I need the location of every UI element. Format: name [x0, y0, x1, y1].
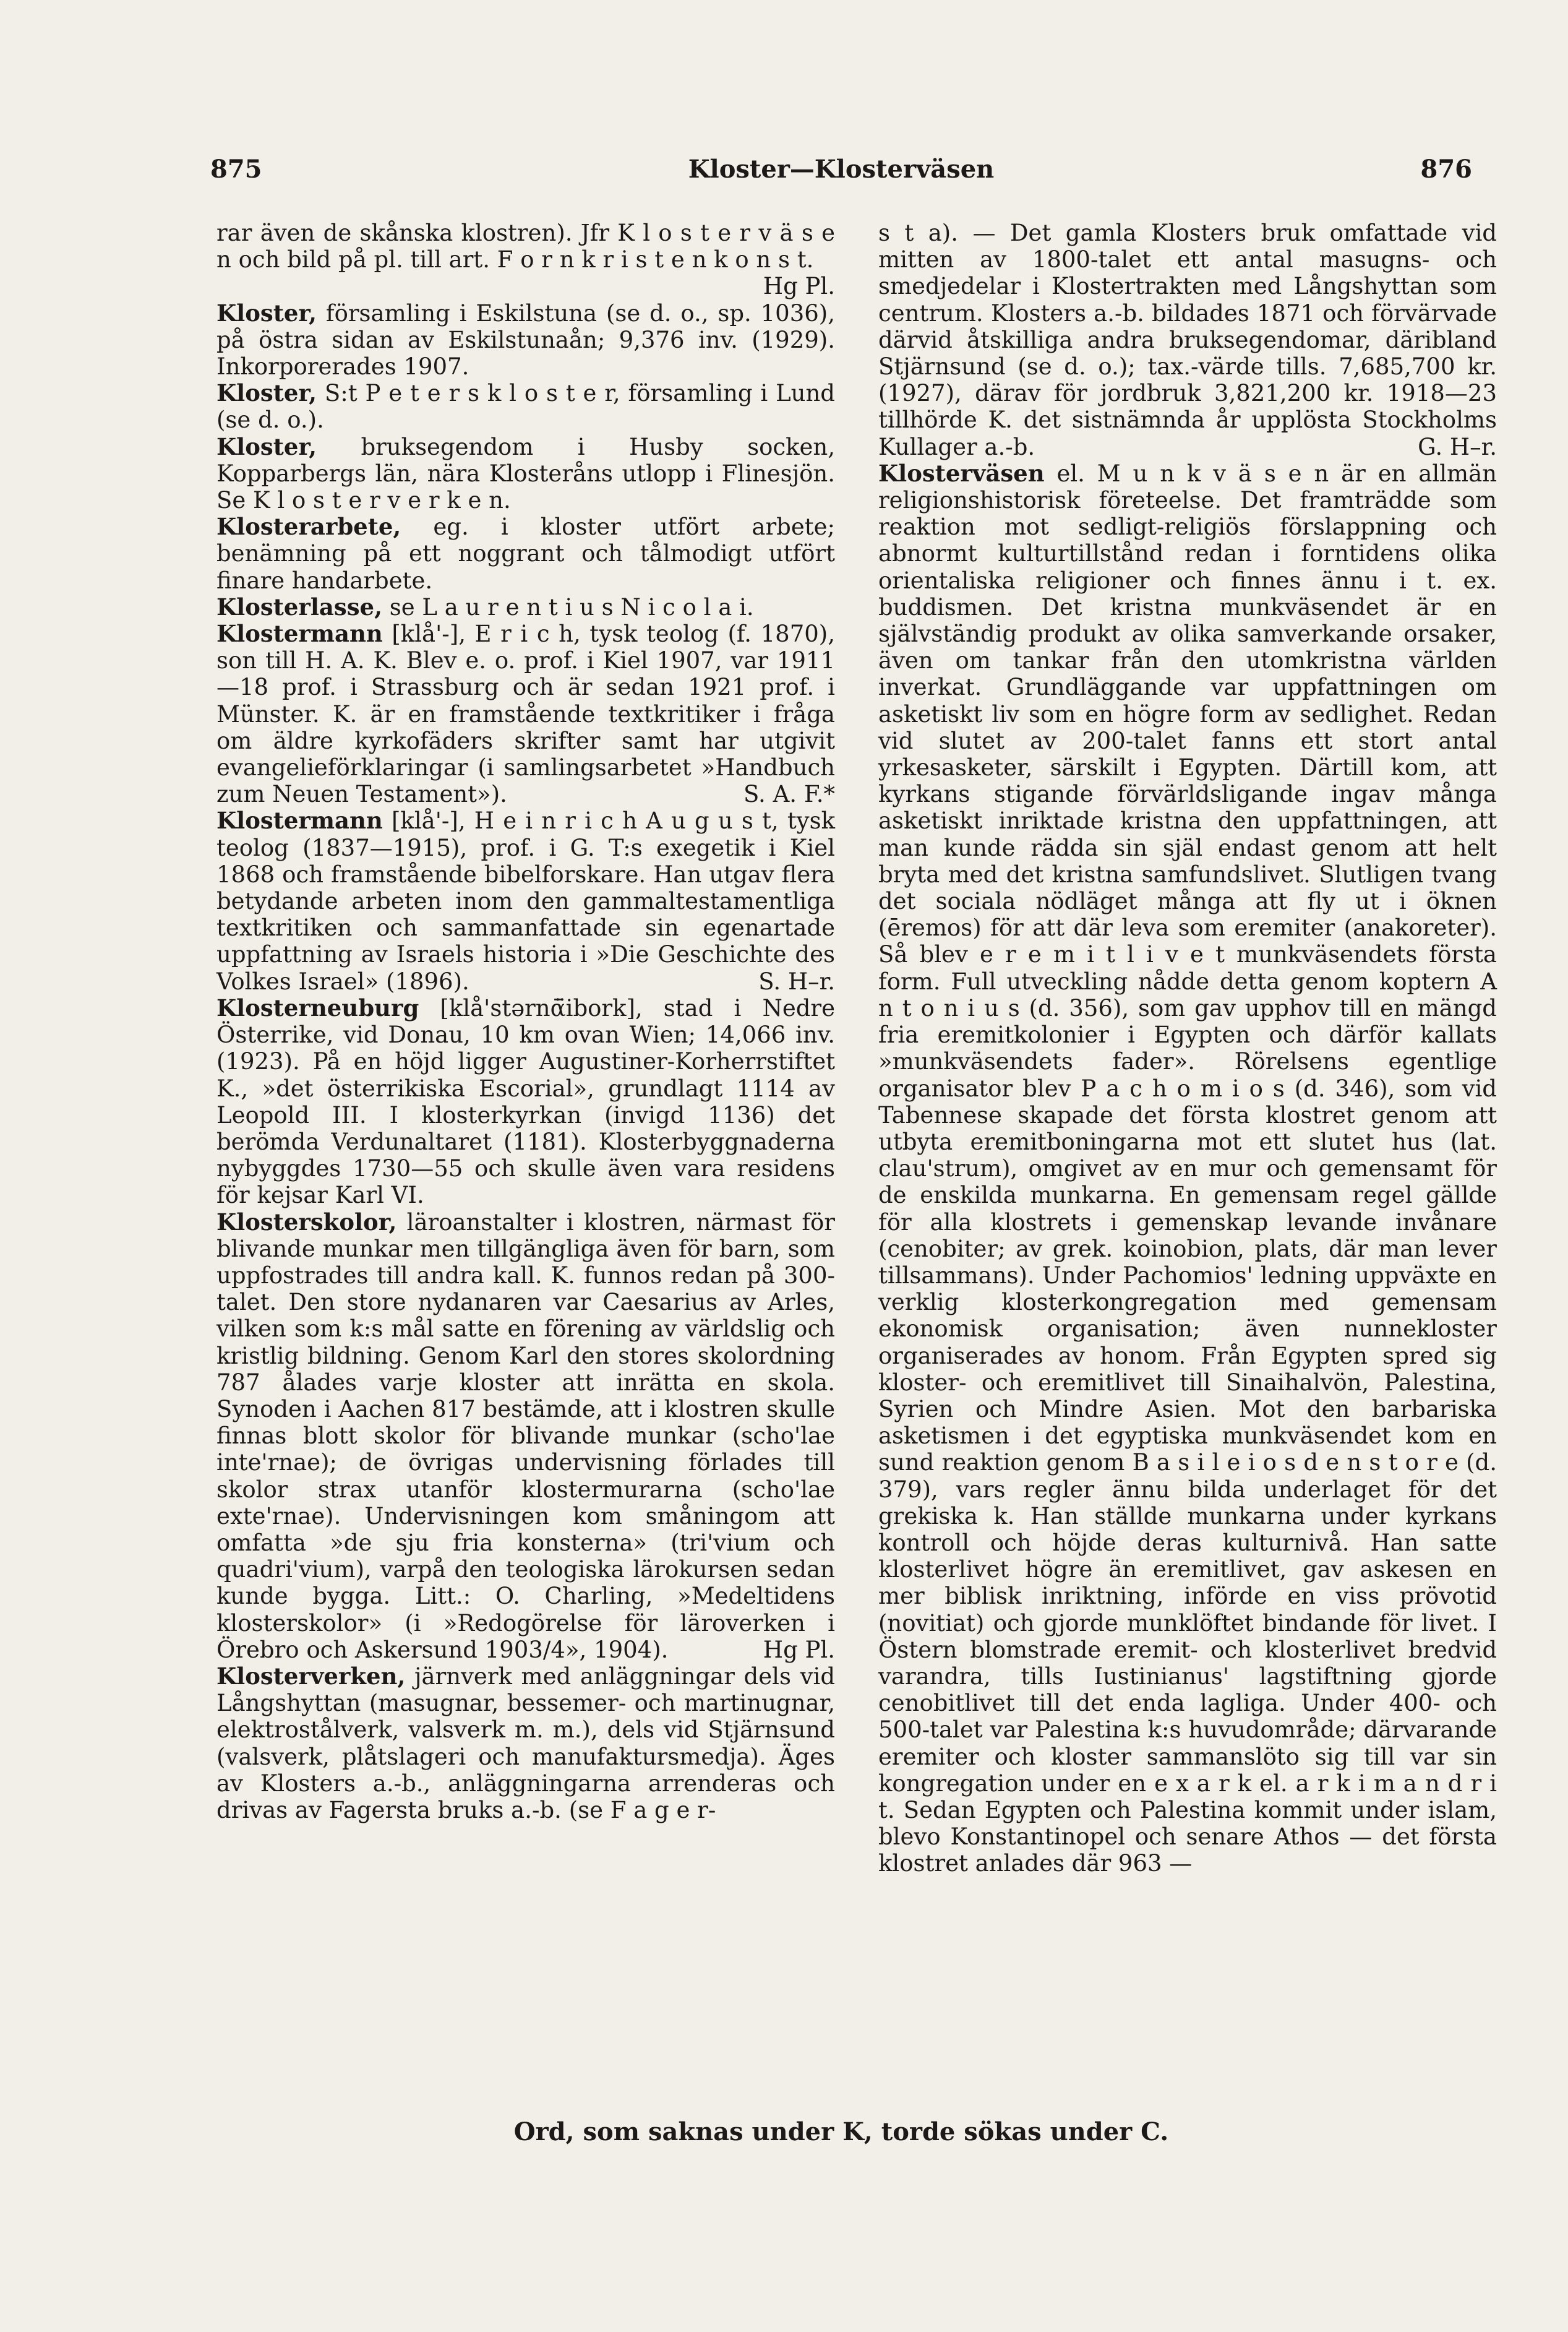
page-number-left: 875 — [210, 155, 262, 184]
page-number-right: 876 — [1420, 155, 1472, 184]
entry-headword: Kloster, — [216, 299, 317, 327]
entry-headword: Kloster, — [216, 432, 317, 460]
entry-headword: Klostermann — [216, 620, 383, 648]
article-entry — [216, 220, 835, 300]
entry-text: bruksegendom i Husby socken, Kopparbergs län, nära Klosteråns utlopp i Flinesjön. Se K l o s t e r v e r k e n. — [216, 433, 835, 514]
left-column — [216, 220, 835, 1823]
article-entry — [216, 621, 835, 807]
entry-text: [klå'-], E r i c h, tysk teolog (f. 1870), son till H. A. K. Blev e. o. prof. i Kiel 1907, var 1911—18 prof. i Strassburg och är sedan 1921 prof. i Münster. K. är en framstående textkritiker i fråga om äldre kyrkofäders skrifter samt har utgivit evangelieförklaringar (i samlingsarbetet »Handbuch zum Neuen Testament»). — [216, 621, 835, 808]
entry-text: s t a). — Det gamla Klosters bruk omfattade vid mitten av 1800-talet ett antal masugns- och smedjedelar i Klostertrakten med Långshyttan som centrum. Klosters a.-b. bildades 1871 och förvärvade därvid åtskilliga andra bruksegendomar, däribland Stjärnsund (se d. o.); tax.-värde tills. 7,685,700 kr. (1927), därav för jordbruk 3,821,200 kr. 1918—23 tillhörde K. det sistnämnda år upplösta Stockholms Kullager a.-b. — [878, 220, 1497, 460]
author-signature: G. H–r. — [1418, 433, 1497, 460]
entry-headword: Klosterverken, — [216, 1662, 406, 1690]
author-signature: S. H–r. — [758, 968, 835, 995]
article-entry — [878, 220, 1497, 460]
article-entry — [216, 300, 835, 381]
entry-text: järnverk med anläggningar dels vid Långshyttan (masugnar, bessemer- och martinugnar, elektrostålverk, valsverk m. m.), dels vid Stjärnsund (valsverk, plåtslageri och manufaktursmedja). Äges av Klosters a.-b., anläggningarna arrenderas och drivas av Fagersta bruks a.-b. (se F a g e r- — [216, 1663, 835, 1823]
entry-text: församling i Eskilstuna (se d. o., sp. 1036), på östra sidan av Eskilstunaån; 9,376 inv. (1929). Inkorporerades 1907. — [216, 299, 835, 381]
article-entry — [216, 807, 835, 994]
entry-text: [klå'-], H e i n r i c h A u g u s t, tysk teolog (1837—1915), prof. i G. T:s exegetik i Kiel 1868 och framstående bibelforskare. Han utgav flera betydande arbeten inom den gammaltestamentliga textkritiken och sammanfattade sin egenartade uppfattning av Israels historia i »Die Geschichte des Volkes Israel» (1896). — [216, 807, 835, 995]
article-entry — [216, 1209, 835, 1663]
running-header — [210, 155, 1472, 204]
article-entry — [216, 594, 835, 621]
header-title: Kloster—Klosterväsen — [688, 155, 995, 184]
entry-text: rar även de skånska klostren). Jfr K l o s t e r v ä s e n och bild på pl. till art. F o r n k r i s t e n k o n s t. — [216, 220, 835, 273]
article-entry — [216, 380, 835, 433]
entry-headword: Klosterneuburg — [216, 994, 419, 1022]
article-entry — [878, 460, 1497, 1877]
entry-text: se L a u r e n t i u s N i c o l a i. — [382, 593, 754, 621]
author-signature: Hg Pl. — [763, 273, 835, 300]
right-column — [878, 220, 1497, 1877]
entry-text: [klå'stərnᾱ̈ibork], stad i Nedre Österrike, vid Donau, 10 km ovan Wien; 14,066 inv. (1923). På en höjd ligger Augustiner-Korherrstiftet K., »det österrikiska Escorial», grundlagt 1114 av Leopold III. I klosterkyrkan (invigd 1136) det berömda Verdunaltaret (1181). Klosterbyggnaderna nybyggdes 1730—55 och skulle även vara residens för kejsar Karl VI. — [216, 994, 835, 1209]
entry-text: läroanstalter i klostren, närmast för blivande munkar men tillgängliga även för barn, som uppfostrades till andra kall. K. funnos redan på 300-talet. Den store nydanaren var Caesarius av Arles, vilken som k:s mål satte en förening av världslig och kristlig bildning. Genom Karl den stores skolordning 787 ålades varje kloster att inrätta en skola. Synoden i Aachen 817 bestämde, att i klostren skulle finnas blott skolor för blivande munkar (scho'lae inte'rnae); de övrigas undervisning förlades till skolor strax utanför klostermurarna (scho'lae exte'rnae). Undervisningen kom småningom att omfatta »de sju fria konsterna» (tri'vium och quadri'vium), varpå den teologiska lärokursen sedan kunde bygga. Litt.: O. Charling, »Medeltidens klosterskolor» (i »Redogörelse för läroverken i Örebro och Askersund 1903/4», 1904). — [216, 1208, 835, 1663]
article-entry — [216, 1663, 835, 1823]
footer-note: Ord, som saknas under K, torde sökas under C. — [513, 2117, 1169, 2146]
entry-text: el. M u n k v ä s e n är en allmän religionshistorisk företeelse. Det framträdde som reaktion mot sedligt-religiös förslappning och abnormt kulturtillstånd redan i forntidens olika orientaliska religioner och finnes ännu i t. ex. buddismen. Det kristna munkväsendet är en självständig produkt av olika samverkande orsaker, även om tankar från den utomkristna världen inverkat. Grundläggande var uppfattningen om asketiskt liv som en högre form av sedlighet. Redan vid slutet av 200-talet fanns ett stort antal yrkesasketer, särskilt i Egypten. Därtill kom, att kyrkans stigande förvärldsligande ingav många asketiskt inriktade kristna den uppfattningen, att man kunde rädda sin själ endast genom att helt bryta med det kristna samfundslivet. Slutligen tvang det sociala nödläget många att fly ut i öknen (ēremos) för att där leva som eremiter (anakoreter). Så blev e r e m i t l i v e t munkväsendets första form. Full utveckling nådde detta genom koptern A n t o n i u s (d. 356), som gav upphov till en mängd fria eremitkolonier i Egypten och därför kallats »munkväsendets fader». Rörelsens egentlige organisator blev P a c h o m i o s (d. 346), som vid Tabennese skapade det första klostret genom att utbyta eremitboningarna mot ett slutet hus (lat. clau'strum), omgivet av en mur och gemensamt för de enskilda munkarna. En gemensam regel gällde för alla klostrets i gemenskap levande invånare (cenobiter; av grek. koinobion, plats, där man lever tillsammans). Under Pachomios' ledning uppväxte en verklig klosterkongregation med gemensam ekonomisk organisation; även nunnekloster organiserades av honom. Från Egypten spred sig kloster- och eremitlivet till Sinaihalvön, Palestina, Syrien och Mindre Asien. Mot den barbariska asketismen i det egyptiska munkväsendet kom en sund reaktion genom B a s i l e i o s d e n s t o r e (d. 379), vars regler ännu bilda underlaget för det grekiska k. Han ställde munkarna under kyrkans kontroll och höjde deras kulturnivå. Han satte klosterlivet högre än eremitlivet, gav askesen en mer biblisk inriktning, införde en viss prövotid (novitiat) och gjorde munklöftet bindande för livet. I Östern blomstrade eremit- och klosterlivet bredvid varandra, tills Iustinianus' lagstiftning gjorde cenobitlivet till det enda lagliga. Under 400- och 500-talet var Palestina k:s huvudområde; därvarande eremiter och kloster sammanslöto sig till var sin kongregation under en e x a r k el. a r k i m a n d r i t. Sedan Egypten och Palestina kommit under islam, blevo Konstantinopel och senare Athos — det första klostret anlades där 963 — — [878, 460, 1497, 1877]
entry-headword: Klosterlasse, — [216, 593, 382, 621]
author-signature: Hg Pl. — [763, 1636, 835, 1663]
entry-headword: Klosterväsen — [878, 459, 1045, 487]
entry-text: eg. i kloster utfört arbete; benämning på ett noggrant och tålmodigt utfört finare handarbete. — [216, 514, 835, 594]
article-entry — [216, 514, 835, 594]
entry-headword: Klosterarbete, — [216, 513, 401, 541]
article-entry — [216, 434, 835, 514]
entry-headword: Kloster, — [216, 379, 317, 407]
entry-headword: Klostermann — [216, 807, 383, 835]
entry-headword: Klosterskolor, — [216, 1208, 397, 1236]
author-signature: S. A. F.* — [743, 781, 835, 808]
article-entry — [216, 995, 835, 1209]
entry-text: S:t P e t e r s k l o s t e r, församling i Lund (se d. o.). — [216, 380, 835, 434]
